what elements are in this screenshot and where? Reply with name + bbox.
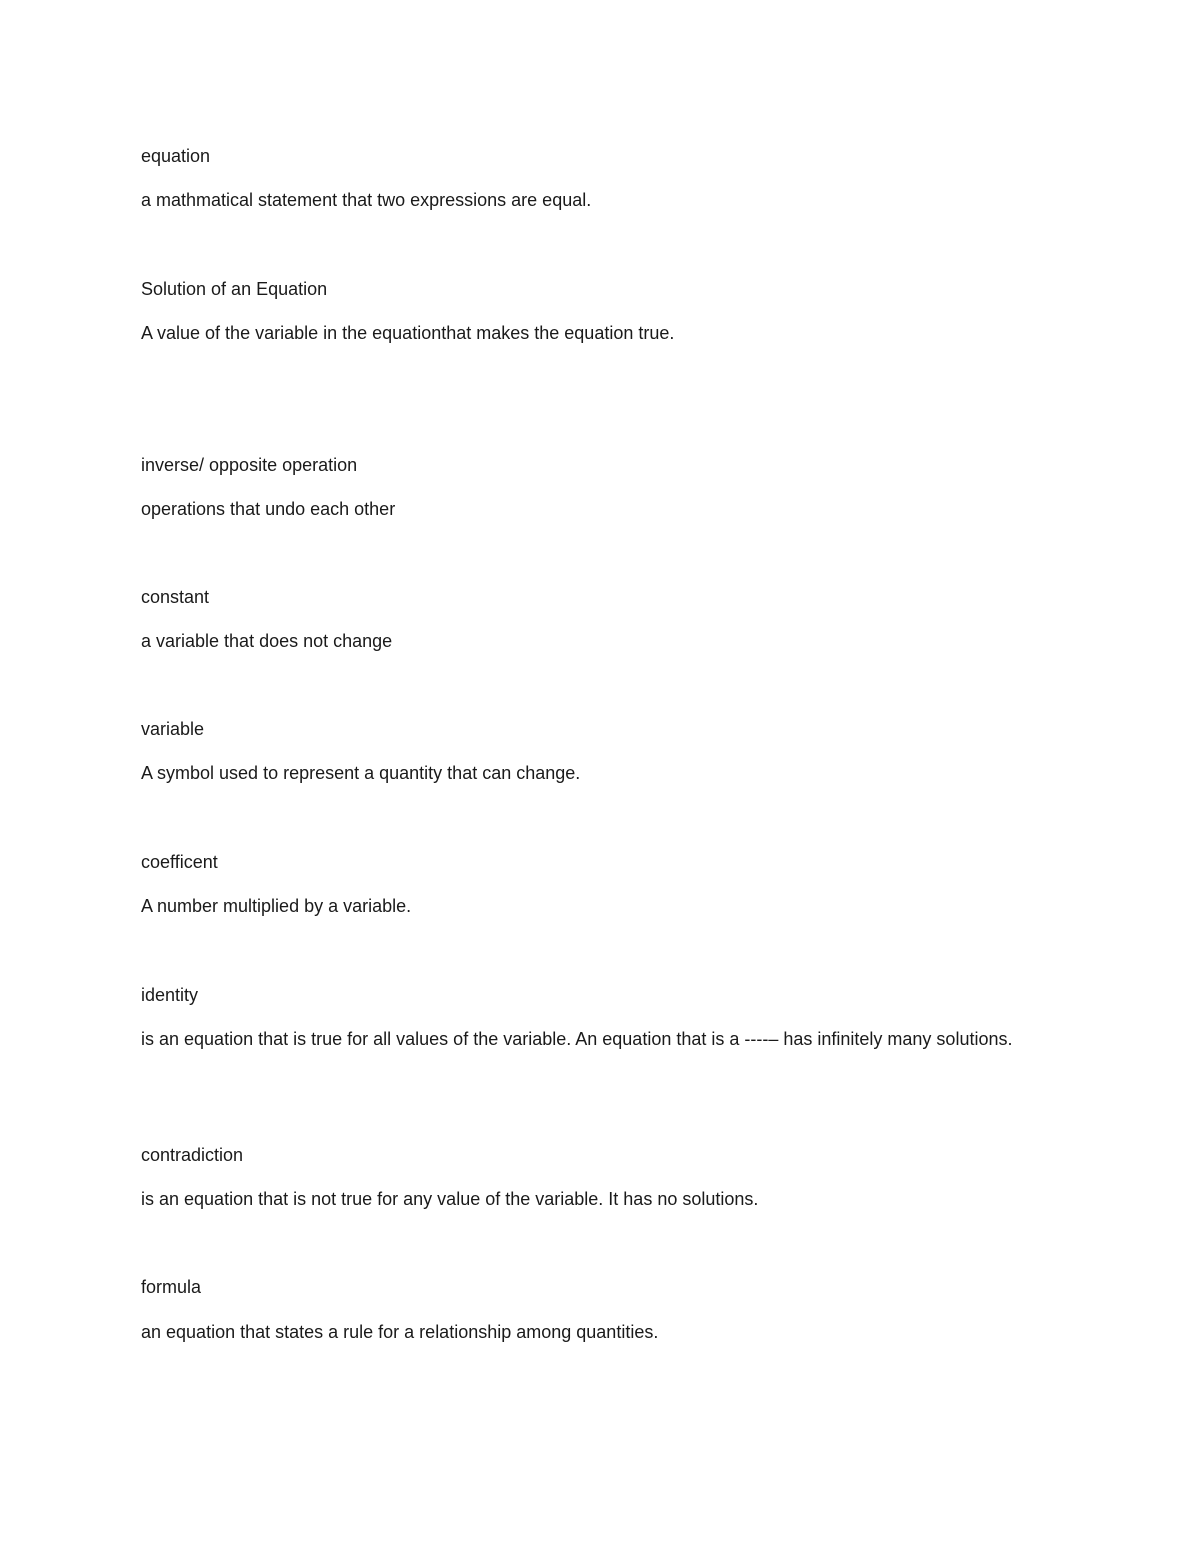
term-formula: formula bbox=[141, 1277, 202, 1297]
definition-coefficent: A number multiplied by a variable. bbox=[141, 896, 412, 916]
term-identity: identity bbox=[141, 985, 199, 1005]
term-solution-of-an-equation: Solution of an Equation bbox=[141, 279, 328, 299]
term-coefficent: coefficent bbox=[141, 852, 218, 872]
term-equation: equation bbox=[141, 146, 211, 166]
definition-contradiction: is an equation that is not true for any value of the variable. It has no solutions. bbox=[141, 1189, 759, 1209]
definition-solution-of-an-equation: A value of the variable in the equationthat makes the equation true. bbox=[141, 323, 675, 343]
definition-identity: is an equation that is true for all values of the variable. An equation that is a ----– has infinitely many solutions. bbox=[141, 1029, 1013, 1049]
term-variable: variable bbox=[141, 719, 205, 739]
definition-constant: a variable that does not change bbox=[141, 631, 393, 651]
definition-formula: an equation that states a rule for a relationship among quantities. bbox=[141, 1322, 659, 1342]
term-contradiction: contradiction bbox=[141, 1145, 244, 1165]
term-constant: constant bbox=[141, 587, 210, 607]
definition-equation: a mathmatical statement that two expressions are equal. bbox=[141, 190, 592, 210]
term-inverse-operation: inverse/ opposite operation bbox=[141, 455, 358, 475]
definition-variable: A symbol used to represent a quantity that can change. bbox=[141, 763, 581, 783]
definition-inverse-operation: operations that undo each other bbox=[141, 499, 396, 519]
